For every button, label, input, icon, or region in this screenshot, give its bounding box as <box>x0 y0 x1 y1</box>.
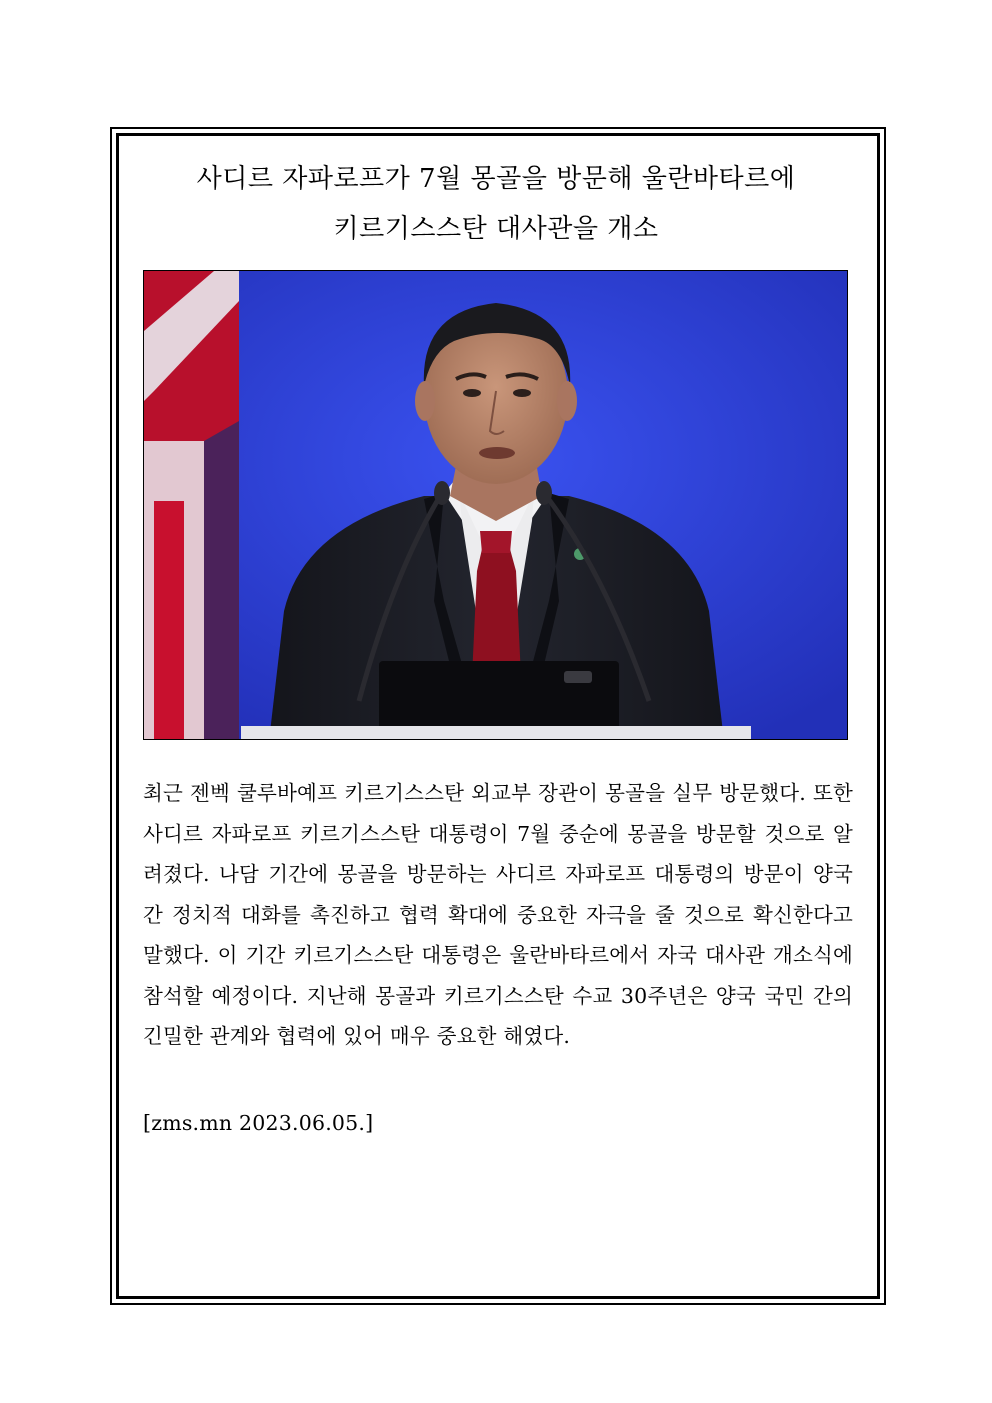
article-photo <box>143 270 848 740</box>
article-title-line-2: 키르기스스탄 대사관을 개소 <box>333 214 659 244</box>
article-title-line-1: 사디르 자파로프가 7월 몽골을 방문해 울란바타르에 <box>196 164 796 194</box>
article-source: [zms.mn 2023.06.05.] <box>143 1111 374 1135</box>
article-title <box>0 154 992 254</box>
article-body: 최근 젠벡 쿨루바예프 키르기스스탄 외교부 장관이 몽골을 실무 방문했다. 또한 사디르 자파로프 키르기스스탄 대통령이 7월 중순에 몽골을 방문할 것으로 알려졌다. 나담 기간에 몽골을 방문하는 사디르 자파로프 대통령의 방문이 양국 간 정치적 대화를 촉진하고 협력 확대에 중요한 자극을 줄 것으로 확신한다고 말했다. 이 기간 키르기스스탄 대통령은 울란바타르에서 자국 대사관 개소식에 참석할 예정이다. 지난해 몽골과 키르기스스탄 수교 30주년은 양국 국민 간의 긴밀한 관계와 협력에 있어 매우 중요한 해였다. <box>143 781 853 1048</box>
